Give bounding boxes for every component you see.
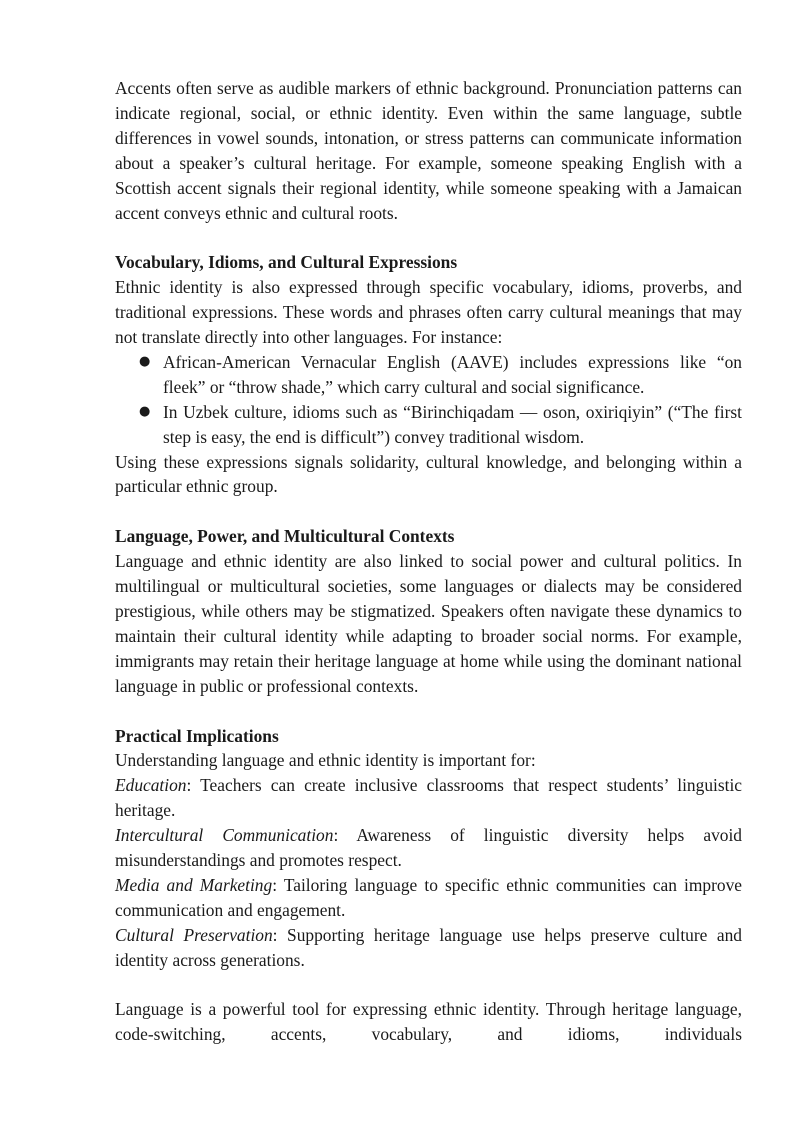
paragraph-spacer bbox=[115, 499, 742, 524]
vocabulary-closing-paragraph: Using these expressions signals solidarity, cultural knowledge, and belonging within a particular ethnic group. bbox=[115, 451, 742, 497]
document-page bbox=[115, 76, 742, 1047]
implication-text: : Awareness of linguistic diversity helps avoid misunderstandings and promotes respect. bbox=[115, 825, 743, 871]
list-item bbox=[115, 350, 742, 400]
paragraph-spacer bbox=[115, 973, 742, 998]
bullet-icon: ● bbox=[139, 353, 151, 369]
implication-term: Media and Marketing bbox=[115, 874, 273, 895]
power-paragraph: Language and ethnic identity are also linked to social power and cultural politics. In multilingual or multicultural societies, some languages or dialects may be considered prestigious, while others may be stigmatized. Speakers often navigate these dynamics to maintain their cultural identity while adapting to broader social norms. For example, immigrants may retain their heritage language at home while using the dominant national language in public or professional contexts. bbox=[115, 551, 742, 696]
implication-text: : Supporting heritage language use helps preserve culture and identity across generations. bbox=[115, 924, 742, 970]
implication-term: Cultural Preservation bbox=[115, 924, 273, 945]
vocabulary-paragraph: Ethnic identity is also expressed through specific vocabulary, idioms, proverbs, and traditional expressions. These words and phrases often carry cultural meanings that may not translate directly into other languages. For instance: bbox=[115, 277, 742, 348]
implication-item bbox=[115, 773, 742, 823]
list-item-text: In Uzbek culture, idioms such as “Birinchiqadam — oson, oxiriqiyin” (“The first step is easy, the end is difficult”) convey traditional wisdom. bbox=[163, 401, 742, 447]
conclusion-paragraph: Language is a powerful tool for expressing ethnic identity. Through heritage language, code-switching, accents, vocabulary, and idioms, individuals bbox=[115, 999, 742, 1045]
list-item-text: African-American Vernacular English (AAVE) includes expressions like “on fleek” or “throw shade,” which carry cultural and social significance. bbox=[163, 351, 742, 397]
section-heading-practical: Practical Implications bbox=[115, 725, 279, 746]
implication-item bbox=[115, 873, 742, 923]
implication-item bbox=[115, 823, 742, 873]
implication-item bbox=[115, 923, 742, 973]
intro-paragraph: Accents often serve as audible markers of ethnic background. Pronunciation patterns can indicate regional, social, or ethnic identity. Even within the same language, subtle differences in vowel sounds, intonation, or stress patterns can communicate information about a speaker’s cultural heritage. For example, someone speaking English with a Scottish accent signals their regional identity, while someone speaking with a Jamaican accent conveys ethnic and cultural roots. bbox=[115, 78, 742, 223]
paragraph-spacer bbox=[115, 699, 742, 724]
practical-intro: Understanding language and ethnic identity is important for: bbox=[115, 750, 536, 771]
paragraph-spacer bbox=[115, 225, 742, 250]
bullet-icon: ● bbox=[139, 403, 151, 419]
vocabulary-bullet-list bbox=[115, 350, 742, 450]
section-heading-vocabulary: Vocabulary, Idioms, and Cultural Expressions bbox=[115, 252, 458, 273]
implication-term: Education bbox=[115, 775, 187, 796]
implication-text: : Tailoring language to specific ethnic communities can improve communication and engagement. bbox=[115, 874, 742, 920]
section-heading-power: Language, Power, and Multicultural Contexts bbox=[115, 526, 455, 547]
implication-term: Intercultural Communication bbox=[115, 825, 334, 846]
implication-text: : Teachers can create inclusive classrooms that respect students’ linguistic heritage. bbox=[115, 775, 742, 821]
list-item bbox=[115, 400, 742, 450]
